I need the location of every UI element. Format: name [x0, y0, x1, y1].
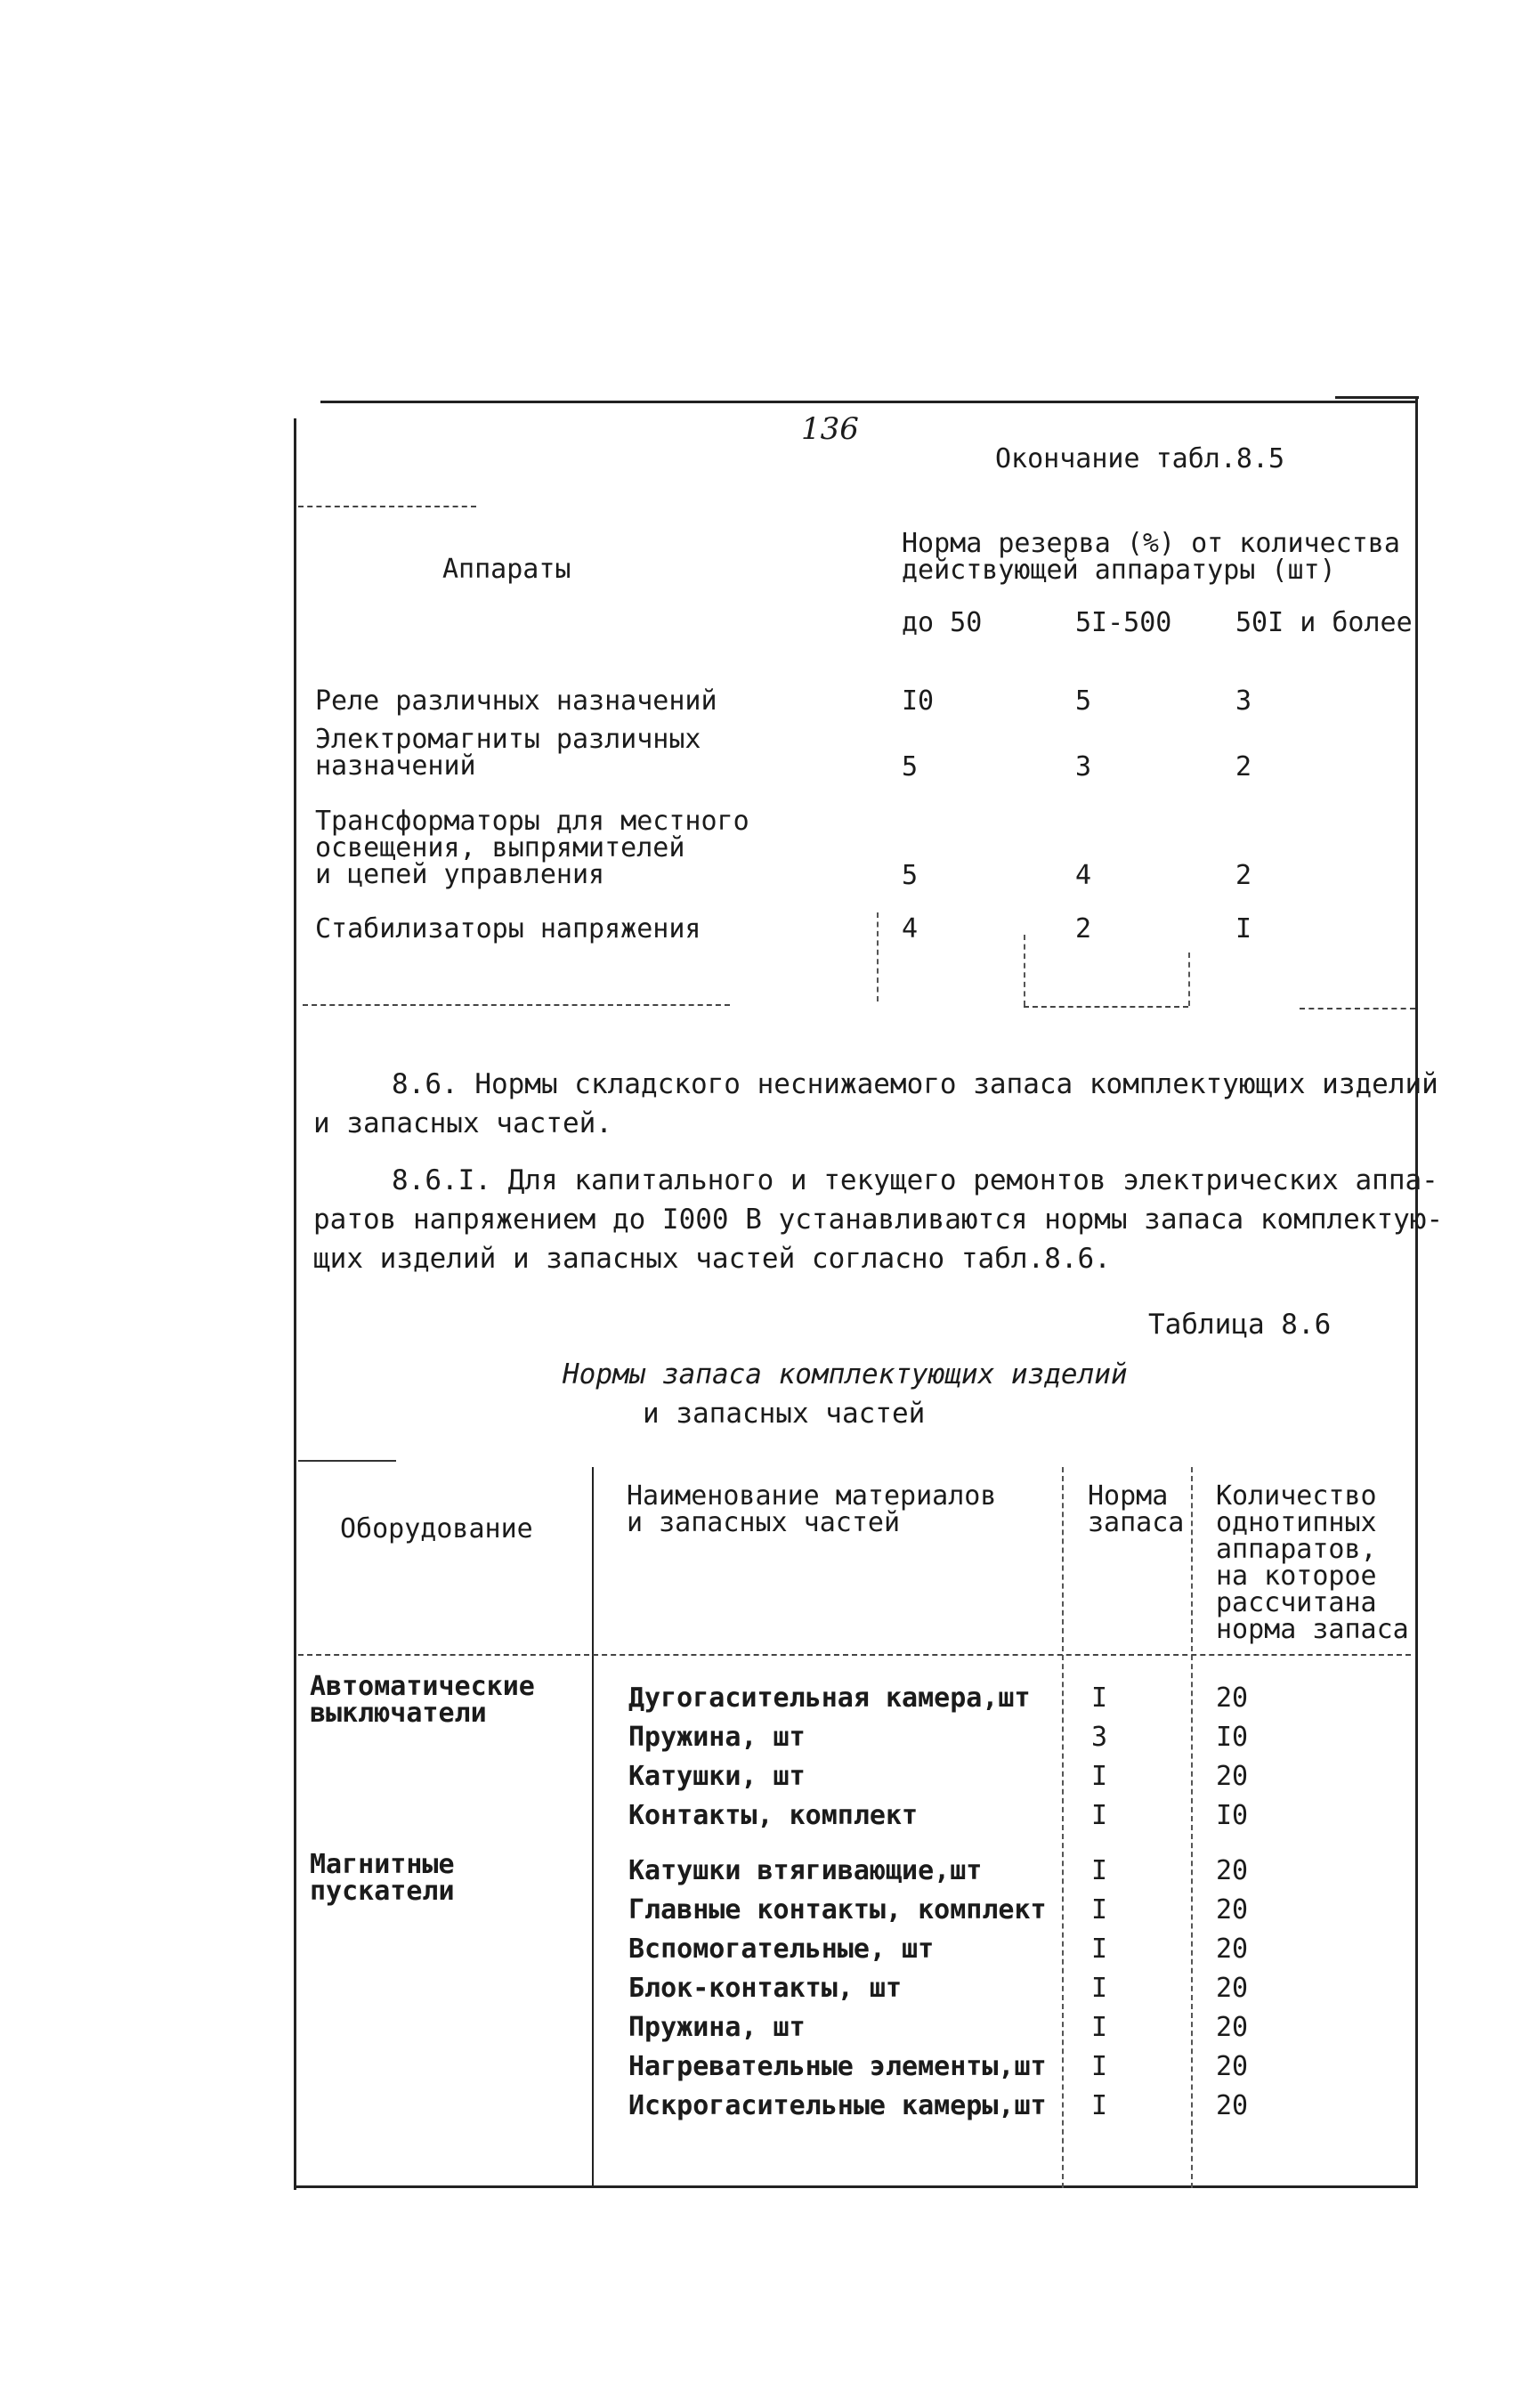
table86-item-name: Вспомогательные, шт	[628, 1934, 935, 1965]
section86-heading-line1: 8.6. Нормы складского неснижаемого запаса комплектующих изделий	[392, 1068, 1438, 1100]
frame-top-rule-right	[1335, 396, 1419, 399]
table86-item-qty: 20	[1216, 1934, 1249, 1965]
table85-header-reserve-norm: Норма резерва (%) от количества действующей аппаратуры (шт)	[902, 528, 1400, 586]
table85-col-divider	[1024, 935, 1025, 1006]
table86-header-norm: Норма запаса	[1088, 1480, 1185, 1538]
table86-item-norm: I	[1091, 2012, 1108, 2043]
table86-item-norm: I	[1091, 1973, 1108, 2004]
table85-bottom-rule	[1300, 1008, 1415, 1009]
table86-item-name: Катушки, шт	[628, 1761, 806, 1792]
frame-right-rule	[1415, 396, 1418, 2185]
table85-subheader-51-500: 5I-500	[1075, 607, 1172, 638]
table85-row-value: 5	[1075, 685, 1092, 717]
table86-item-name: Контакты, комплект	[628, 1800, 919, 1831]
table85-row-value: 4	[1075, 860, 1092, 891]
table85-subheader-upto50: до 50	[902, 607, 983, 638]
table85-row-name: Электромагниты различных назначений	[315, 724, 701, 782]
table86-item-qty: 20	[1216, 2051, 1249, 2082]
table86-item-name: Пружина, шт	[628, 2012, 806, 2043]
table86-col-divider-3	[1191, 1467, 1193, 2188]
table86-item-qty: 20	[1216, 1855, 1249, 1886]
table86-item-qty: 20	[1216, 2090, 1249, 2121]
table85-row-value: 3	[1075, 751, 1092, 782]
table85-row-value: 3	[1235, 685, 1252, 717]
table86-item-name: Дугогасительная камера,шт	[628, 1682, 1031, 1714]
table86-item-qty: 20	[1216, 1973, 1249, 2004]
table85-header-rule	[298, 506, 476, 507]
table85-row-value: 2	[1235, 751, 1252, 782]
section86-heading-line2: и запасных частей.	[313, 1107, 612, 1139]
table85-row-name: Реле различных назначений	[315, 685, 717, 717]
table86-item-qty: 20	[1216, 2012, 1249, 2043]
table86-item-norm: I	[1091, 2090, 1108, 2121]
table85-row-value: I	[1235, 913, 1252, 945]
table86-item-name: Нагревательные элементы,шт	[628, 2051, 1047, 2082]
table86-item-name: Искрогасительные камеры,шт	[628, 2090, 1047, 2121]
table86-col-divider-2	[1062, 1467, 1064, 2188]
table86-caption-line2: и запасных частей	[643, 1398, 926, 1430]
table85-row-value: 4	[902, 913, 919, 945]
table86-col-divider-1	[592, 1467, 594, 2188]
section861-para-line1: 8.6.I. Для капитального и текущего ремонтов электрических аппа-	[392, 1164, 1438, 1196]
table86-item-norm: I	[1091, 2051, 1108, 2082]
table85-header-apparatus: Аппараты	[442, 554, 571, 585]
section861-para-line2: ратов напряжением до I000 В устанавливаются нормы запаса комплектую-	[313, 1204, 1444, 1236]
table86-item-norm: I	[1091, 1800, 1108, 1831]
table85-subheader-501-more: 50I и более	[1235, 607, 1413, 638]
table86-item-qty: 20	[1216, 1682, 1249, 1714]
section861-para-line3: щих изделий и запасных частей согласно табл.8.6.	[313, 1243, 1111, 1275]
table86-caption-line1: Нормы запаса комплектующих изделий	[563, 1358, 1128, 1390]
table86-item-qty: 20	[1216, 1894, 1249, 1926]
table85-col-divider	[877, 912, 879, 1001]
table85-row-name: Стабилизаторы напряжения	[315, 913, 701, 945]
frame-left-rule	[294, 418, 296, 2190]
table86-item-name: Блок-контакты, шт	[628, 1973, 903, 2004]
frame-bottom-rule	[294, 2185, 1418, 2188]
table86-equipment-cell: Магнитные пускатели	[310, 1849, 455, 1907]
table85-bottom-rule	[1024, 1006, 1188, 1008]
table85-row-value: 5	[902, 751, 919, 782]
table86-item-norm: I	[1091, 1855, 1108, 1886]
table86-item-norm: 3	[1091, 1722, 1108, 1753]
table-continuation-label: Окончание табл.8.5	[995, 443, 1285, 474]
table86-top-rule	[298, 1460, 396, 1462]
table86-item-norm: I	[1091, 1894, 1108, 1926]
table86-item-norm: I	[1091, 1682, 1108, 1714]
table86-item-norm: I	[1091, 1934, 1108, 1965]
table85-row-value: I0	[902, 685, 935, 717]
table86-item-norm: I	[1091, 1761, 1108, 1792]
table86-header-equipment: Оборудование	[340, 1513, 533, 1545]
frame-top-rule	[320, 401, 1415, 403]
table86-item-qty: I0	[1216, 1722, 1249, 1753]
table85-row-value: 5	[902, 860, 919, 891]
page-number: 136	[801, 411, 859, 447]
table85-bottom-rule	[303, 1004, 730, 1006]
table86-header-material-name: Наименование материалов и запасных частей	[627, 1480, 997, 1538]
table86-item-qty: 20	[1216, 1761, 1249, 1792]
table86-item-name: Катушки втягивающие,шт	[628, 1855, 983, 1886]
table85-row-value: 2	[1235, 860, 1252, 891]
table86-label: Таблица 8.6	[1148, 1309, 1332, 1341]
table86-item-qty: I0	[1216, 1800, 1249, 1831]
table86-header-quantity: Количество однотипных аппаратов, на которое рассчитана норма запаса	[1216, 1480, 1409, 1645]
table86-equipment-cell: Автоматические выключатели	[310, 1671, 535, 1729]
table86-item-name: Главные контакты, комплект	[628, 1894, 1047, 1926]
table85-row-name: Трансформаторы для местного освещения, выпрямителей и цепей управления	[315, 806, 749, 890]
table86-header-rule	[298, 1654, 1411, 1656]
table85-row-value: 2	[1075, 913, 1092, 945]
table85-col-divider	[1188, 953, 1190, 1006]
table86-item-name: Пружина, шт	[628, 1722, 806, 1753]
